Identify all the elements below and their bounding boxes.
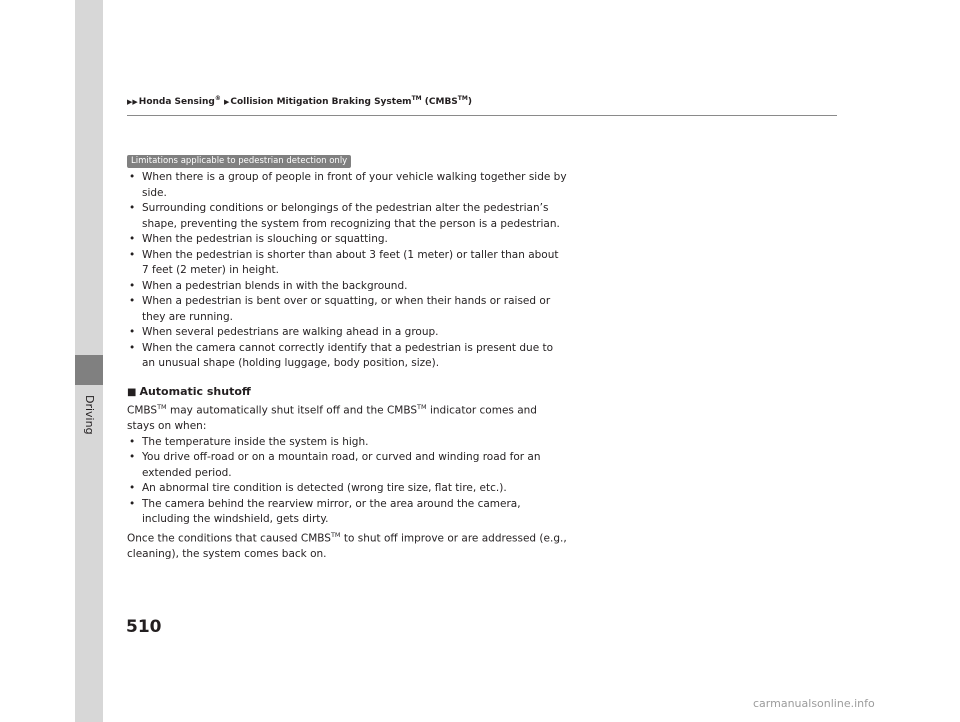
pedestrian-limitations-list bbox=[127, 170, 567, 372]
bullet-icon: • bbox=[129, 497, 136, 510]
list-item-text: When a pedestrian blends in with the background. bbox=[142, 279, 408, 292]
bullet-icon: • bbox=[129, 482, 136, 494]
shutoff-outro: Once the conditions that caused CMBS™ to shut off improve or are addressed (e.g., cleaning), the system comes back on. bbox=[127, 530, 567, 560]
registered-mark: ® bbox=[214, 95, 221, 102]
list-item bbox=[127, 341, 567, 372]
breadcrumb bbox=[127, 95, 472, 107]
list-item bbox=[127, 279, 567, 295]
list-item-text: When the pedestrian is shorter than about 3 feet (1 meter) or taller than about 7 feet (2 meter) in height. bbox=[142, 248, 559, 276]
bullet-icon: • bbox=[129, 279, 136, 292]
bullet-icon: • bbox=[129, 451, 136, 463]
bullet-icon: • bbox=[129, 341, 136, 354]
breadcrumb-item-honda-sensing[interactable]: Honda Sensing bbox=[138, 97, 215, 107]
list-item bbox=[127, 248, 567, 279]
list-item bbox=[127, 435, 567, 451]
bullet-icon: • bbox=[129, 202, 136, 214]
list-item bbox=[127, 325, 567, 341]
page-number: 510 bbox=[126, 617, 162, 637]
double-arrow-icon: ▶▶ bbox=[127, 98, 138, 106]
list-item bbox=[127, 450, 567, 481]
list-item bbox=[127, 294, 567, 325]
automatic-shutoff-heading: ■ Automatic shutoff bbox=[127, 384, 251, 398]
shutoff-conditions-list bbox=[127, 435, 567, 528]
main-content bbox=[127, 170, 567, 562]
list-item-text: The camera behind the rearview mirror, or the area around the camera, including the windshield, gets dirty. bbox=[142, 497, 521, 525]
list-item-text: When a pedestrian is bent over or squatting, or when their hands or raised or they are running. bbox=[142, 295, 551, 323]
bullet-icon: • bbox=[129, 326, 136, 338]
list-item-text: Surrounding conditions or belongings of the pedestrian alter the pedestrian’s shape, preventing the system from recognizing that the person is a pedestrian. bbox=[142, 202, 560, 230]
bullet-icon: • bbox=[129, 248, 136, 261]
watermark[interactable]: carmanualsonline.info bbox=[753, 697, 875, 710]
arrow-icon: ▶ bbox=[223, 98, 230, 106]
list-item-text: You drive off-road or on a mountain road, or curved and winding road for an extended period. bbox=[142, 451, 541, 479]
list-item-text: When there is a group of people in front of your vehicle walking together side by side. bbox=[142, 171, 567, 199]
section-label-pill: Limitations applicable to pedestrian detection only bbox=[127, 155, 351, 168]
list-item bbox=[127, 497, 567, 528]
side-tab-marker bbox=[75, 355, 103, 385]
list-item-text: When several pedestrians are walking ahead in a group. bbox=[142, 326, 439, 338]
side-tab-label: Driving bbox=[83, 395, 96, 435]
list-item bbox=[127, 232, 567, 248]
square-bullet-icon: ■ bbox=[127, 386, 137, 398]
bullet-icon: • bbox=[129, 233, 136, 245]
bullet-icon: • bbox=[129, 171, 136, 183]
list-item-text: When the camera cannot correctly identify that a pedestrian is present due to an unusual shape (holding luggage, body position, size). bbox=[142, 341, 554, 369]
breadcrumb-item-cmbs[interactable]: Collision Mitigation Braking System™ (CMBS™) bbox=[230, 95, 472, 107]
list-item-text: When the pedestrian is slouching or squatting. bbox=[142, 233, 388, 245]
bullet-icon: • bbox=[129, 435, 136, 448]
list-item bbox=[127, 481, 567, 497]
shutoff-intro: CMBS™ may automatically shut itself off and the CMBS™ indicator comes and stays on when: bbox=[127, 403, 537, 432]
list-item bbox=[127, 201, 567, 232]
header-divider bbox=[127, 115, 837, 116]
bullet-icon: • bbox=[129, 295, 136, 307]
list-item-text: An abnormal tire condition is detected (wrong tire size, flat tire, etc.). bbox=[142, 482, 507, 494]
list-item bbox=[127, 170, 567, 201]
list-item-text: The temperature inside the system is high. bbox=[142, 435, 369, 448]
